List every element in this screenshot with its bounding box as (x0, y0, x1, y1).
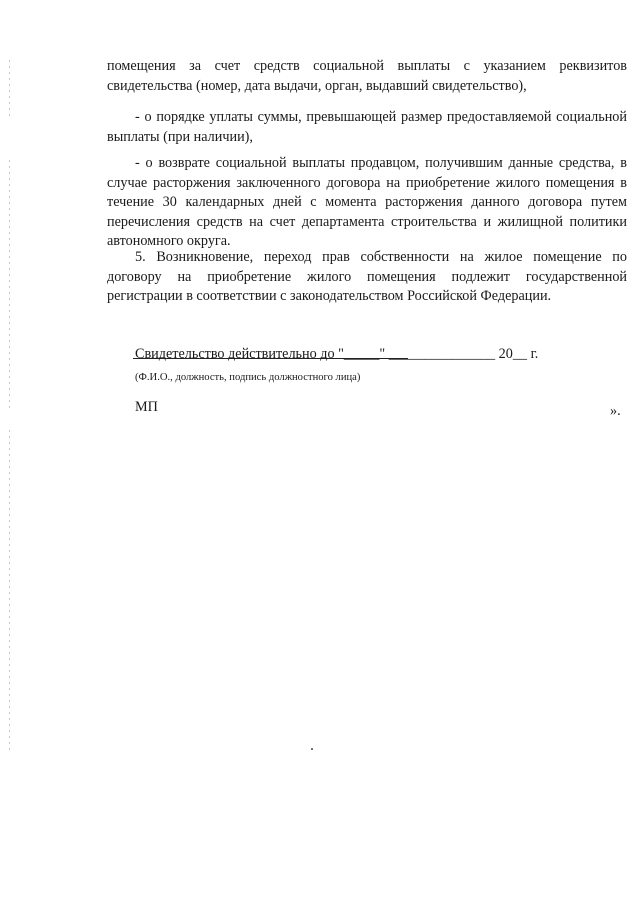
scan-edge-mark (9, 160, 10, 410)
stamp-place-label: МП (135, 399, 158, 415)
paragraph-payment-order: - о порядке уплаты суммы, превышающей размер предоставляемой социальной выплаты (при наличии), (107, 109, 627, 145)
paragraph-ownership-registration: 5. Возникновение, переход прав собственности на жилое помещение по договору на приобретение жилого помещения подлежит государственной регистрации в соответствии с законодательством Российской Федерации. (107, 249, 627, 304)
scan-edge-mark (9, 430, 10, 750)
paragraph-refund: - о возврате социальной выплаты продавцом, получившим данные средства, в случае расторжения заключенного договора на приобретение жилого помещения в течение 30 календарных дней с момента расторжения данного договора путем перечисления средств на счет департамента строительства и жилищной политики автономного округа. (107, 155, 627, 249)
paragraph-requisites: помещения за счет средств социальной выплаты с указанием реквизитов свидетельства (номер, дата выдачи, орган, выдавший свидетельство), (107, 58, 627, 94)
closing-quote-mark: ». (610, 403, 621, 419)
scan-edge-mark (9, 60, 10, 120)
scan-speck (311, 748, 313, 750)
signature-caption: (Ф.И.О., должность, подпись должностного лица) (135, 372, 361, 383)
validity-line: Свидетельство действительно до "_____" _______________ 20__ г. (135, 346, 539, 362)
signature-line (133, 358, 408, 359)
